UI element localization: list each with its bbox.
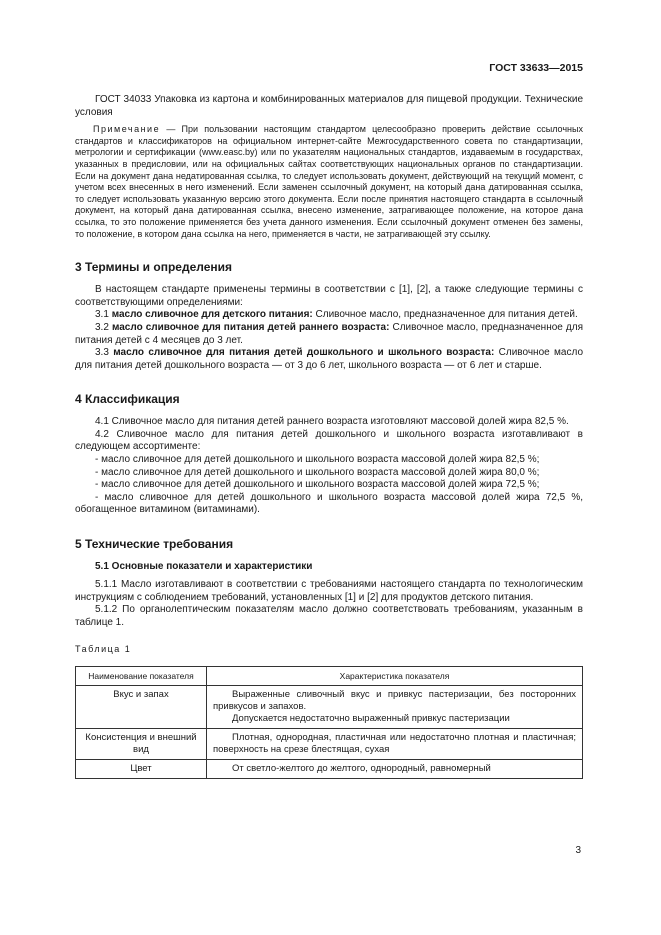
term-3-1: 3.1 масло сливочное для детского питания: Сливочное масло, предназначенное для питания детей. — [95, 309, 578, 321]
table-caption: Таблица 1 — [75, 644, 132, 655]
table-row — [76, 729, 583, 760]
list-item: - масло сливочное для детей дошкольного и школьного возраста массовой долей жира 82,5 %; — [95, 454, 540, 466]
term-3-3: 3.3 масло сливочное для питания детей дошкольного и школьного возраста: Сливочное масло для питания детей дошкольного возраста — от 3 до 6 лет, школьного возраста — от 6 лет и старше. — [75, 347, 583, 371]
note-text: — При пользовании настоящим стандартом целесообразно проверить действие ссылочных стандартов и классификаторов на официальном интернет-сайте Межгосударственного совета по стандартизации, метрологии и сертификации (www.easc.by) или по указателям национальных стандартов, издаваемым в государствах, указанных в предисловии, или на официальных сайтах соответствующих национальных органов по стандартизации. Если на документ дана недатированная ссылка, то следует использовать документ, действующий на текущий момент, с учетом всех внесенных в него изменений. Если заменен ссылочный документ, на который дана датированная ссылка, то следует использовать указанную версию этого документа. Если после принятия настоящего стандарта в ссылочный документ, на который дана датированная ссылка, внесено изменение, затрагивающее положение, на которое дана ссылка, то это положение применяется без учета данного изменения. Если ссылочный документ отменен без замены, то положение, в котором дана ссылка на него, применяется в части, не затрагивающей эту ссылку. — [75, 124, 583, 239]
para-5-1-2: 5.1.2 По органолептическим показателям масло должно соответствовать требованиям, указанным в таблице 1. — [75, 604, 583, 628]
doc-header-id: ГОСТ 33633—2015 — [489, 62, 583, 74]
page-number: 3 — [575, 845, 581, 856]
list-item: - масло сливочное для детей дошкольного и школьного возраста массовой долей жира 80,0 %; — [95, 466, 540, 478]
row-desc-cell: Плотная, однородная, пластичная или недостаточно плотная и пластичная; поверхность на срезе блестящая, сухая — [207, 729, 583, 760]
para-4-1: 4.1 Сливочное масло для питания детей раннего возраста изготовляют массовой долей жира 82,5 %. — [95, 416, 569, 428]
note-paragraph — [75, 124, 583, 240]
subsection-5-1-title: 5.1 Основные показатели и характеристики — [95, 561, 313, 573]
row-desc-cell: От светло-желтого до желтого, однородный, равномерный — [207, 760, 583, 779]
table-row — [76, 760, 583, 779]
row-name-cell: Консистенция и внешний вид — [76, 729, 207, 760]
table-row — [76, 686, 583, 729]
note-label: Примечание — [93, 124, 161, 135]
reference-line: ГОСТ 34033 Упаковка из картона и комбинированных материалов для пищевой продукции. Технические условия — [75, 94, 583, 118]
row-desc-cell: Выраженные сливочный вкус и привкус пастеризации, без посторонних привкусов и запахов. Допускается недостаточно выраженный привкус пастеризации — [207, 686, 583, 729]
section-5-title: 5 Технические требования — [75, 537, 234, 552]
table-col2-header: Характеристика показателя — [207, 667, 583, 686]
section-3-intro: В настоящем стандарте применены термины в соответствии с [1], [2], а также следующие термины с соответствующими определениями: — [75, 284, 583, 308]
page-content — [75, 94, 583, 779]
para-4-2: 4.2 Сливочное масло для питания детей дошкольного и школьного возраста изготавливают в следующем ассортименте: — [75, 428, 583, 453]
section-3-title: 3 Термины и определения — [75, 260, 233, 275]
table-header-row — [76, 667, 583, 686]
para-5-1-1: 5.1.1 Масло изготавливают в соответствии с требованиями настоящего стандарта по технологическим инструкциям с соблюдением требований, установленных [1] и [2] для продуктов детского питания. — [75, 579, 583, 603]
table-col1-header: Наименование показателя — [76, 667, 207, 686]
list-item: - масло сливочное для детей дошкольного и школьного возраста массовой долей жира 72,5 %, обогащенное витамином (витаминами). — [75, 491, 583, 516]
row-name-cell: Цвет — [76, 760, 207, 779]
table-1 — [75, 666, 583, 779]
section-4-title: 4 Классификация — [75, 392, 180, 407]
row-name-cell: Вкус и запах — [76, 686, 207, 729]
term-3-2: 3.2 масло сливочное для питания детей раннего возраста: Сливочное масло, предназначенное для питания детей с 4 месяцев до 3 лет. — [75, 321, 583, 346]
list-item: - масло сливочное для детей дошкольного и школьного возраста массовой долей жира 72,5 %; — [95, 479, 540, 491]
